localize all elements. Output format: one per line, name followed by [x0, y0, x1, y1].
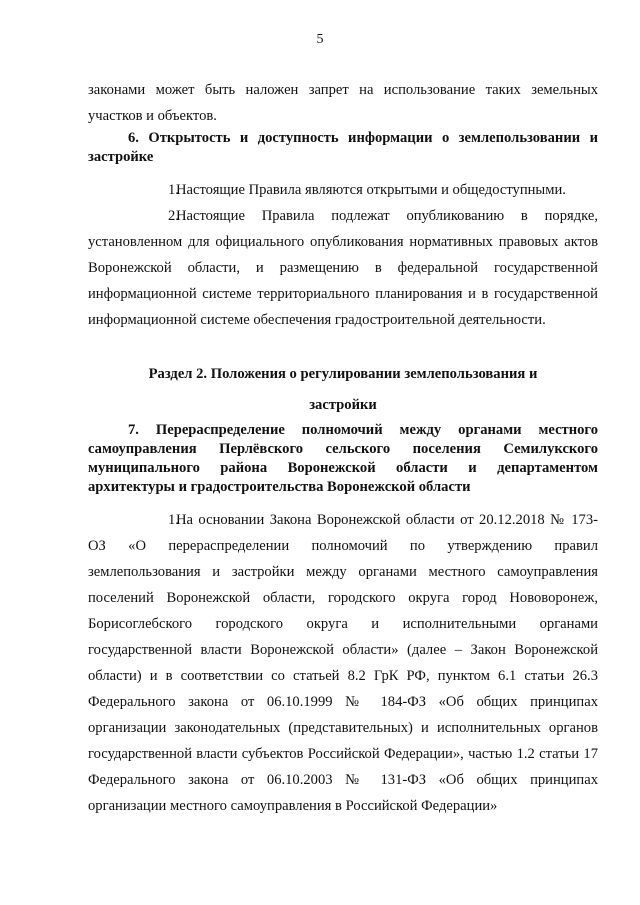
item-text: На основании Закона Воронежской области от 20.12.2018 № 173-ОЗ «О перераспределении полномочий по утверждению правил землепользования и застройки между органами местного самоуправления поселений Воронежской области, городского округа город Нововоронеж, Борисоглебского городского округа и исполнительными органами государственной власти Воронежской области» (далее – Закон Воронежской области) и в соответствии со статьей 8.2 ГрК РФ, пунктом 6.1 статьи 26.3 Федерального закона от 06.10.1999 № 184-ФЗ «Об общих принципах организации законодательных (представительных) и исполнительных органов государственной власти субъектов Российской Федерации», частью 1.2 статьи 17 Федерального закона от 06.10.2003 № 131-ФЗ «Об общих принципах организации местного самоуправления в Российской Федерации» — [88, 512, 598, 814]
item-number: 2. — [168, 208, 179, 224]
spacer — [88, 167, 598, 177]
spacer — [88, 497, 598, 507]
intro-paragraph: законами может быть наложен запрет на использование таких земельных участков и объектов. — [88, 82, 598, 124]
item-text: Настоящие Правила подлежат опубликованию в порядке, установленном для официального опубликования нормативных правовых актов Воронежской области, и размещению в федеральной государственной информационной системе территориального планирования и в государственной информационной системе обеспечения градостроительной деятельности. — [88, 208, 598, 328]
document-body — [88, 77, 598, 819]
item-6-1 — [88, 177, 598, 203]
item-number: 1. — [168, 512, 179, 528]
section-2-title-line-2: застройки — [309, 397, 377, 413]
item-7-1 — [88, 507, 598, 819]
spacer — [88, 333, 598, 359]
item-number: 1. — [168, 182, 179, 198]
section-6-heading: 6. Открытость и доступность информации о землепользовании и застройке — [88, 130, 598, 165]
item-text: Настоящие Правила являются открытыми и общедоступными. — [176, 182, 566, 198]
section-2-title-line-1: Раздел 2. Положения о регулировании землепользования и — [148, 366, 538, 382]
section-7-heading: 7. Перераспределение полномочий между органами местного самоуправления Перлёвского сельского поселения Семилукского муниципального района Воронежской области и департаментом архитектуры и градостроительства Воронежской области — [88, 422, 598, 495]
page-number: 5 — [316, 32, 324, 47]
item-6-2 — [88, 203, 598, 333]
